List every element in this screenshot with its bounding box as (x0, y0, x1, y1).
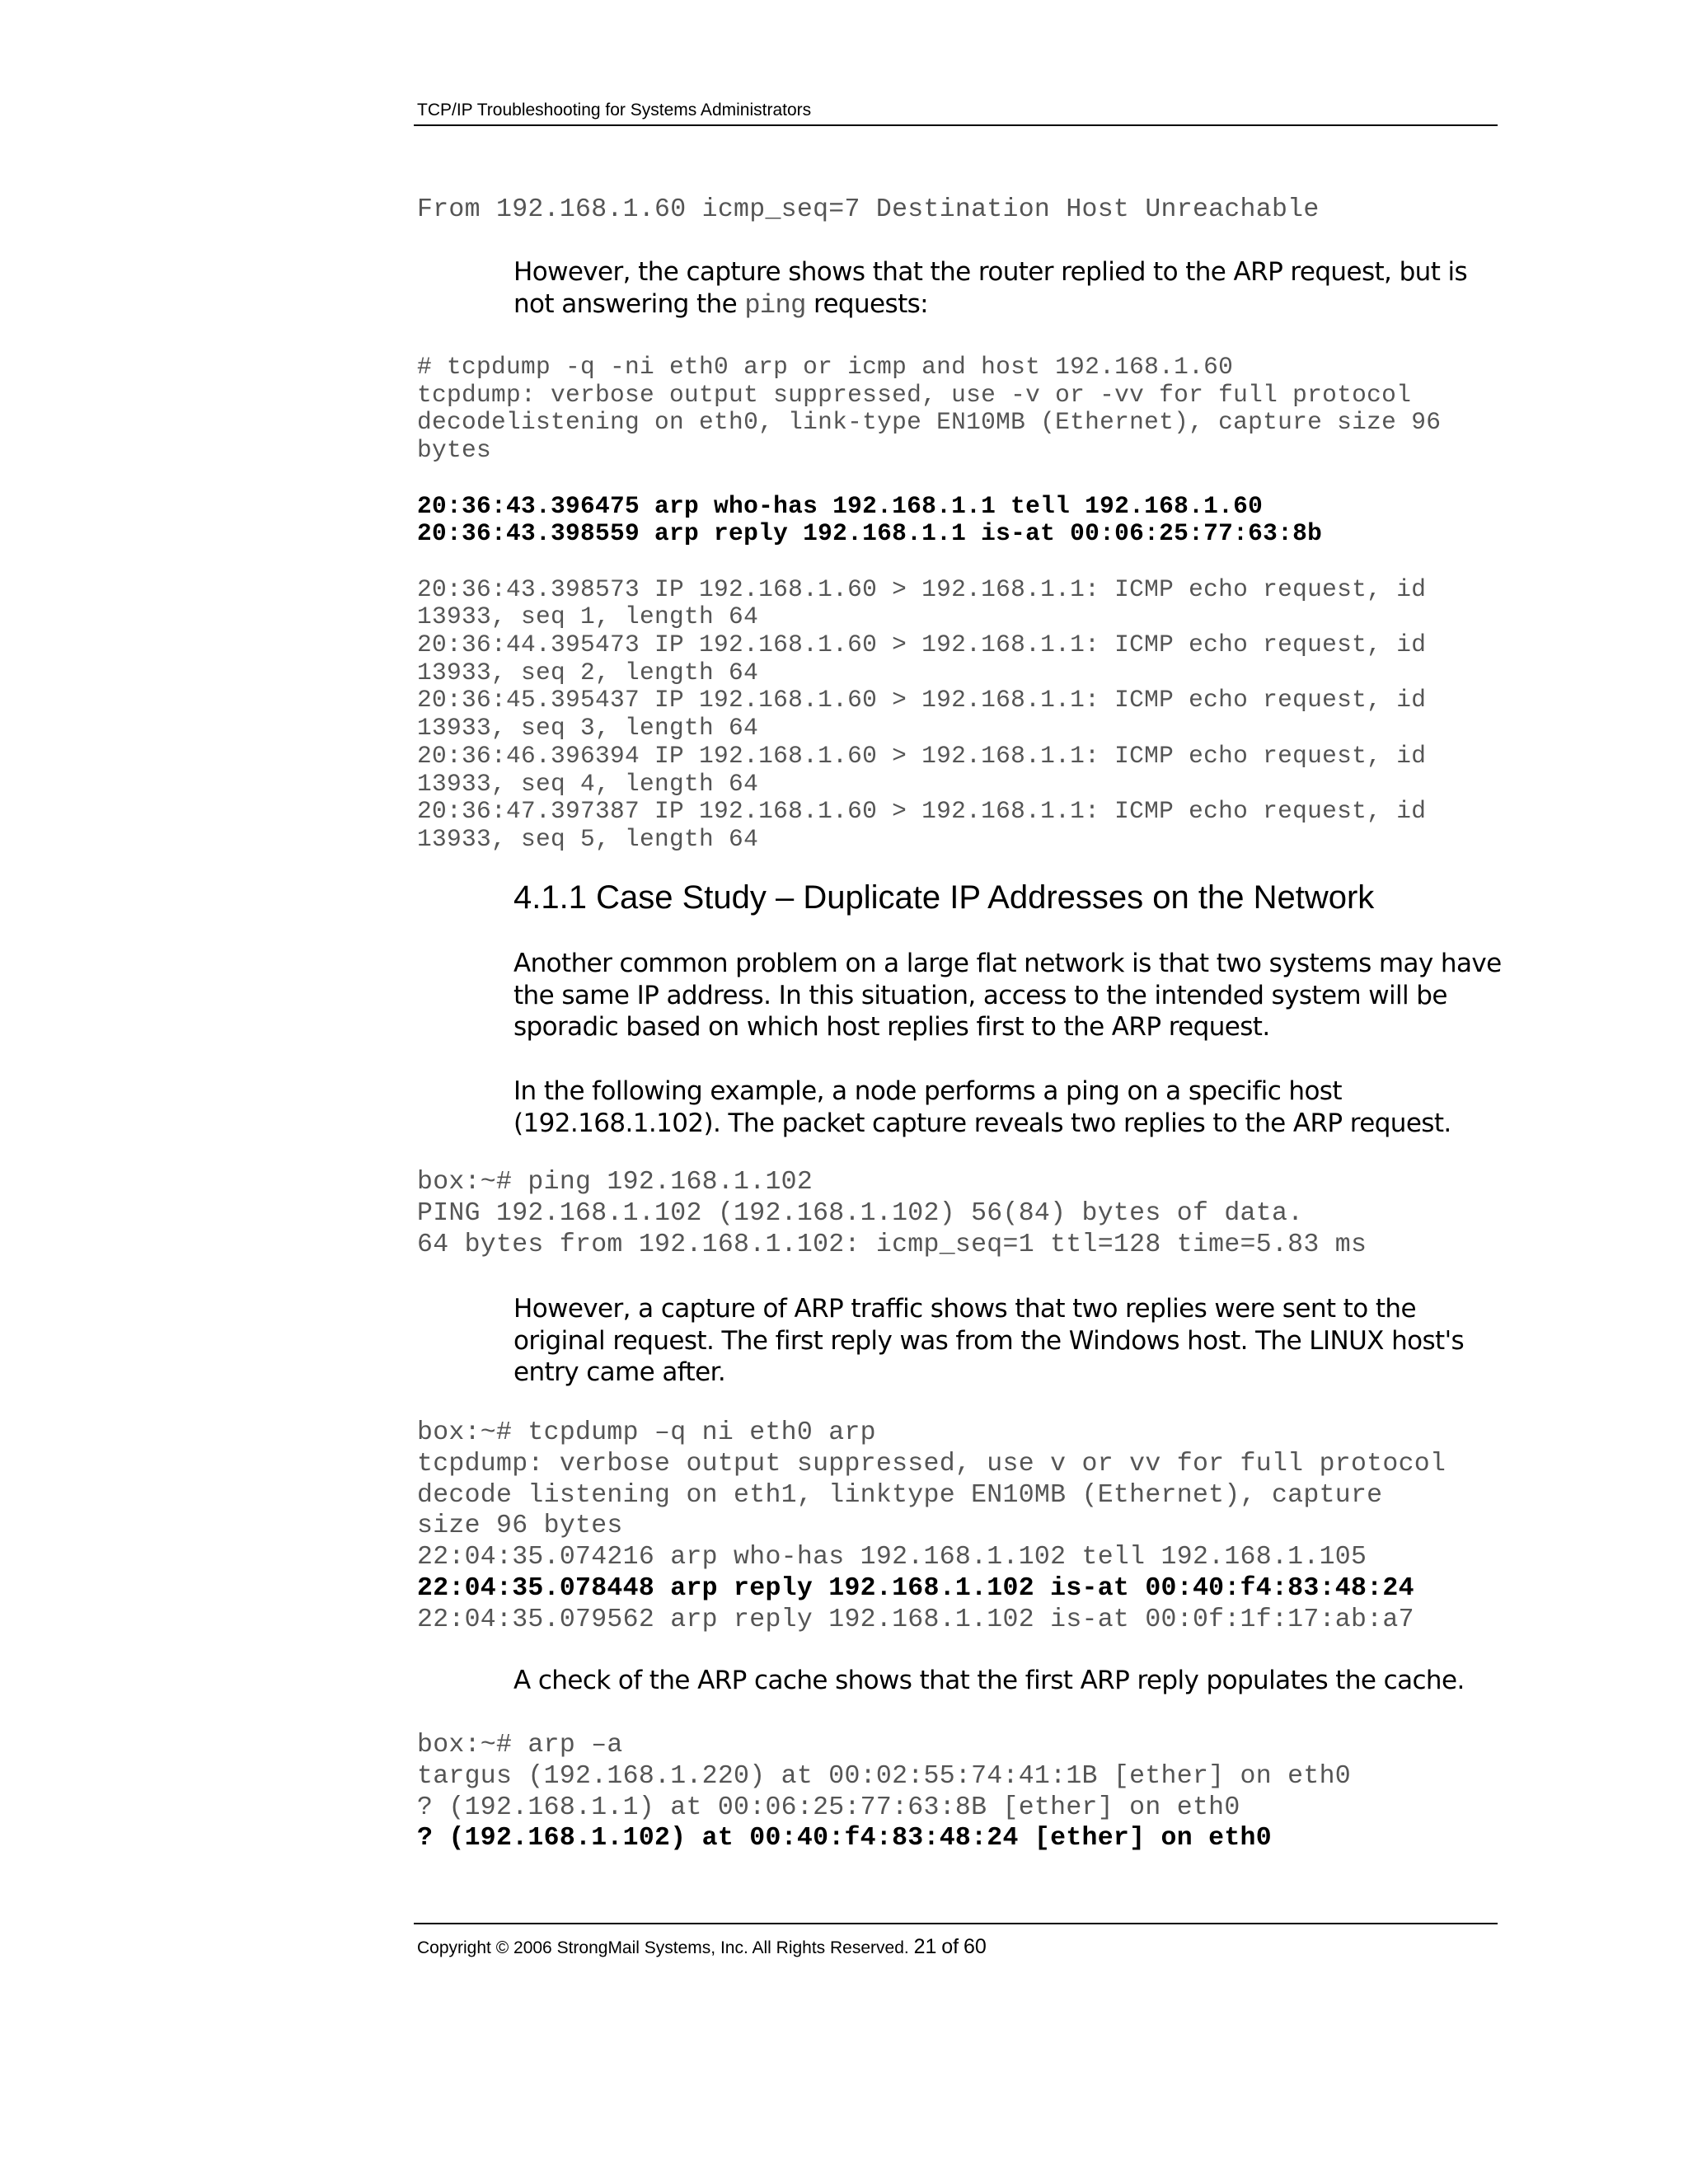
code-line: PING 192.168.1.102 (192.168.1.102) 56(84) bytes of data. (417, 1198, 1304, 1228)
code-block-ping-output (417, 194, 1320, 226)
code-line: tcpdump: verbose output suppressed, use -v or -vv for full protocol (417, 380, 1412, 409)
code-line: ? (192.168.1.1) at 00:06:25:77:63:8B [ether] on eth0 (417, 1793, 1240, 1822)
page-of-label: of (941, 1935, 959, 1958)
code-line: targus (192.168.1.220) at 00:02:55:74:41:1B [ether] on eth0 (417, 1761, 1351, 1791)
code-line: # tcpdump -q -ni eth0 arp or icmp and host 192.168.1.60 (417, 353, 1234, 381)
code-line: 20:36:47.397387 IP 192.168.1.60 > 192.168.1.1: ICMP echo request, id (417, 797, 1427, 826)
code-line: 13933, seq 3, length 64 (417, 714, 759, 743)
code-line: size 96 bytes (417, 1511, 623, 1541)
code-line: 13933, seq 5, length 64 (417, 824, 759, 853)
code-line-highlight: 22:04:35.078448 arp reply 192.168.1.102 is-at 00:40:f4:83:48:24 (417, 1573, 1414, 1603)
inline-code-ping: ping (744, 289, 806, 321)
code-line-highlight: ? (192.168.1.102) at 00:40:f4:83:48:24 [ether] on eth0 (417, 1824, 1272, 1854)
code-line: 20:36:44.395473 IP 192.168.1.60 > 192.168.1.1: ICMP echo request, id (417, 630, 1427, 659)
code-line: 20:36:45.395437 IP 192.168.1.60 > 192.168.1.1: ICMP echo request, id (417, 686, 1427, 715)
code-line: decodelistening on eth0, link-type EN10MB (Ethernet), capture size 96 (417, 408, 1442, 437)
code-line: bytes (417, 436, 492, 465)
paragraph-arp-cache: A check of the ARP cache shows that the first ARP reply populates the cache. (513, 1666, 1465, 1695)
code-line: 13933, seq 2, length 64 (417, 658, 759, 687)
running-header: TCP/IP Troubleshooting for Systems Administrators (417, 101, 812, 120)
code-line-highlight: 20:36:43.396475 arp who-has 192.168.1.1 tell 192.168.1.60 (417, 491, 1264, 520)
code-block-tcpdump-arp (417, 1418, 1446, 1636)
footer-divider (414, 1923, 1498, 1924)
header-divider (414, 124, 1498, 126)
code-line-blank (417, 548, 1441, 576)
code-line-highlight: 20:36:43.398559 arp reply 192.168.1.1 is-at 00:06:25:77:63:8b (417, 519, 1323, 548)
page-total: 60 (963, 1935, 987, 1958)
code-line: box:~# ping 192.168.1.102 (417, 1168, 814, 1197)
paragraph-router-arp (513, 256, 1503, 321)
code-line: 13933, seq 4, length 64 (417, 769, 759, 798)
code-line: box:~# tcpdump –q ni eth0 arp (417, 1418, 876, 1447)
code-block-ping-102 (417, 1167, 1367, 1260)
paragraph-text: However, the capture shows that the router replied to the ARP request, but is not answering the (513, 257, 1468, 319)
code-line: decode listening on eth1, linktype EN10MB (Ethernet), capture (417, 1480, 1383, 1510)
code-line: From 192.168.1.60 icmp_seq=7 Destination Host Unreachable (417, 195, 1320, 224)
code-block-arp-table (417, 1730, 1351, 1854)
code-line: 20:36:43.398573 IP 192.168.1.60 > 192.168.1.1: ICMP echo request, id (417, 574, 1427, 603)
code-line-blank (417, 465, 1441, 493)
code-line: 13933, seq 1, length 64 (417, 602, 759, 631)
copyright-text: Copyright © 2006 StrongMail Systems, Inc. All Rights Reserved. (417, 1938, 909, 1957)
code-line: 22:04:35.079562 arp reply 192.168.1.102 is-at 00:0f:1f:17:ab:a7 (417, 1605, 1414, 1634)
paragraph-text: requests: (805, 288, 929, 319)
code-line: 20:36:46.396394 IP 192.168.1.60 > 192.168.1.1: ICMP echo request, id (417, 741, 1427, 770)
paragraph-duplicate-ip: Another common problem on a large flat network is that two systems may have the same IP address. In this situation, access to the intended system will be sporadic based on which host replies first to the ARP request. (513, 949, 1502, 1042)
page-footer (417, 1935, 987, 1959)
section-heading: 4.1.1 Case Study – Duplicate IP Addresses on the Network (513, 879, 1375, 916)
code-line: tcpdump: verbose output suppressed, use v or vv for full protocol (417, 1449, 1447, 1479)
code-line: box:~# arp –a (417, 1731, 623, 1760)
code-block-tcpdump-icmp (417, 354, 1441, 854)
paragraph-example-intro: In the following example, a node performs a ping on a specific host (192.168.1.102). The packet capture reveals two replies to the ARP request. (513, 1076, 1451, 1138)
code-line: 64 bytes from 192.168.1.102: icmp_seq=1 ttl=128 time=5.83 ms (417, 1230, 1367, 1259)
page-number: 21 (913, 1935, 937, 1958)
paragraph-arp-capture: However, a capture of ARP traffic shows that two replies were sent to the original request. The first reply was from the Windows host. The LINUX host's entry came after. (513, 1294, 1465, 1387)
code-line: 22:04:35.074216 arp who-has 192.168.1.102 tell 192.168.1.105 (417, 1543, 1367, 1572)
